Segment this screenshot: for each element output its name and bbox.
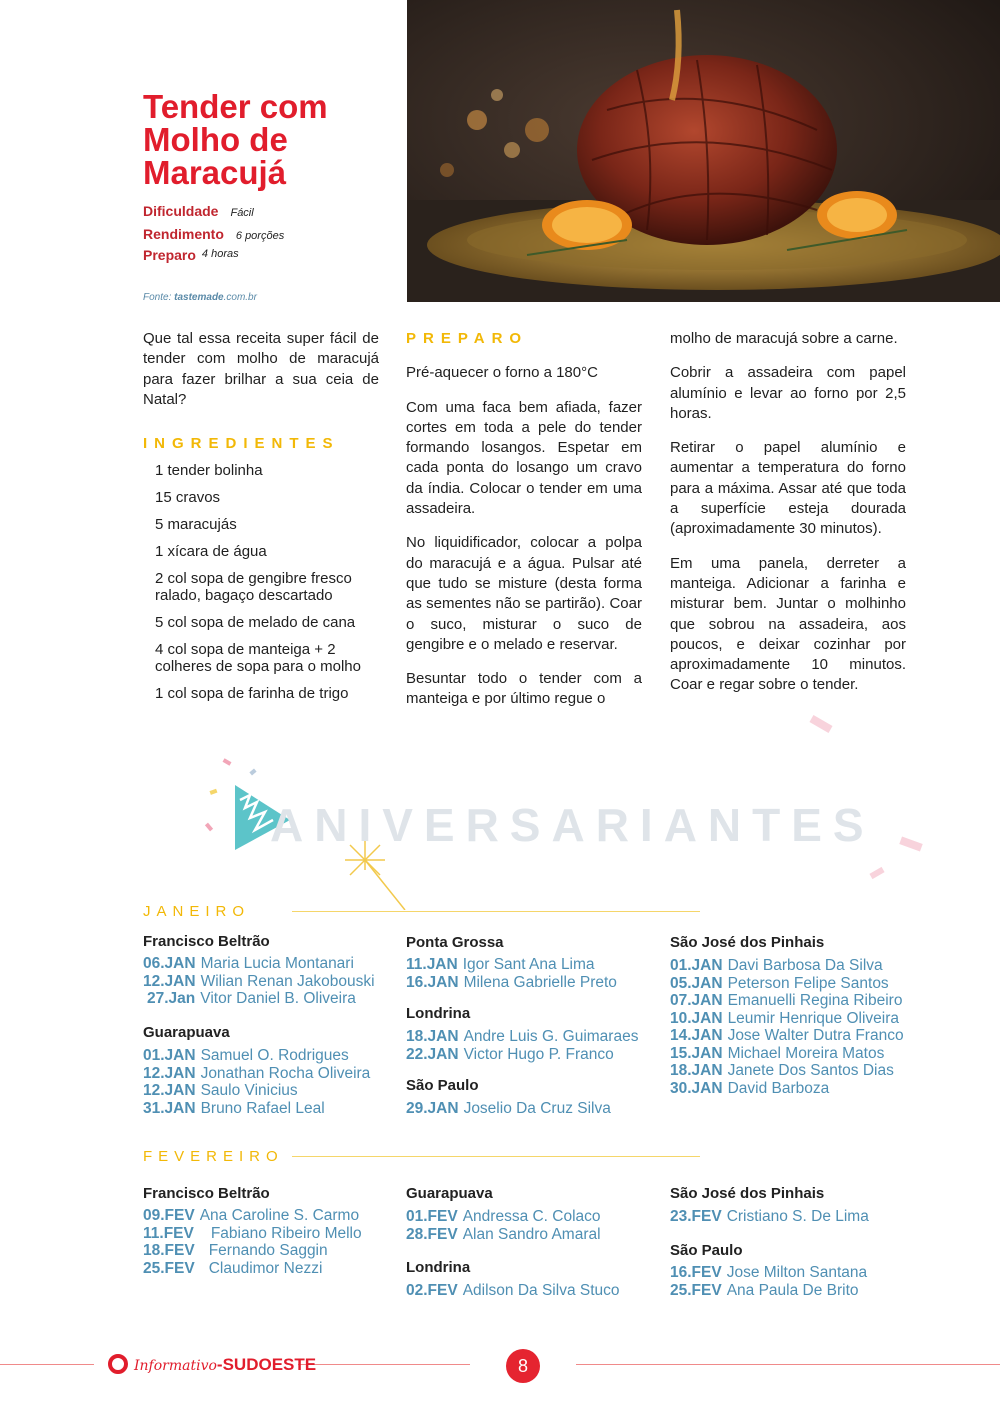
prep-time-row [143,247,239,263]
birthday-list [143,1207,362,1277]
ingredients-list [143,462,379,702]
list-item: 25.FEV Claudimor Nezzi [143,1259,323,1277]
city-heading: Londrina [406,1259,471,1276]
city-heading: São Paulo [406,1077,479,1094]
step-paragraph: molho de maracujá sobre a carne. [670,330,898,347]
prep-time-label: Preparo [143,247,196,263]
list-item: 30.JAN David Barboza [670,1079,830,1097]
list-item: 18.JAN Andre Luis G. Guimaraes [406,1028,639,1045]
yield-row [143,226,284,242]
list-item: 23.FEV Cristiano S. De Lima [670,1208,869,1225]
list-item: 01.JAN Davi Barbosa Da Silva [670,957,883,974]
footer-rule [576,1364,1000,1365]
step-paragraph: Retirar o papel alumínio e aumentar a temperatura do forno para a máxima. Assar até que toda a superfície esteja dourada (aproximadamente 30 minutos). [670,439,906,538]
city-heading: Francisco Beltrão [143,933,270,950]
list-item: 01.JAN Samuel O. Rodrigues [143,1047,349,1064]
city-heading: São José dos Pinhais [670,1185,825,1202]
city-heading: Londrina [406,1005,471,1022]
page-number: 8 [506,1349,540,1383]
step-paragraph: Em uma panela, derreter a manteiga. Adicionar a farinha e misturar bem. Juntar o molhinho que sobrou na assadeira, aos poucos, e deixar cozinhar por aproximadamente 10 minutos. Coar e regar sobre o tender. [670,554,906,694]
list-item: 31.JAN Bruno Rafael Leal [143,1099,325,1117]
list-item: 22.JAN Victor Hugo P. Franco [406,1045,614,1063]
list-item: 29.JAN Joselio Da Cruz Silva [406,1100,611,1117]
column-intro-ingredients [143,329,379,712]
list-item: 4 col sopa de manteiga + 2 colheres de sopa para o molho [155,641,361,676]
yield-value: 6 porções [235,230,285,242]
list-item: 27.Jan Vitor Daniel B. Oliveira [147,990,356,1007]
difficulty-label: Dificuldade [143,203,219,219]
footer-rule [298,1364,470,1365]
list-item: 15 cravos [155,489,221,507]
recipe-title: Tender com Molho de Maracujá [143,88,328,191]
list-item: 28.FEV Alan Sandro Amaral [406,1225,601,1243]
list-item: 2 col sopa de gengibre fresco ralado, bagaço descartado [155,570,352,605]
list-item: 07.JAN Emanuelli Regina Ribeiro [670,992,903,1009]
column-preparo [406,329,642,724]
source-site: tastemade [174,292,224,303]
list-item: 11.FEV Fabiano Ribeiro Mello [143,1224,362,1242]
ingredients-heading: INGREDIENTES [143,435,340,453]
birthday-list [406,1028,638,1063]
city-heading: Guarapuava [406,1185,493,1202]
step-paragraph: Pré-aquecer o forno a 180°C [406,364,598,382]
city-heading: São Paulo [670,1242,743,1259]
preparo-heading: PREPARO [406,330,529,347]
birthday-list [670,1264,867,1299]
yield-label: Rendimento [143,226,224,242]
list-item: 12.JAN Jonathan Rocha Oliveira [143,1064,371,1082]
birthday-list [406,1208,601,1243]
list-item: 14.JAN Jose Walter Dutra Franco [670,1027,904,1044]
month-divider [292,1156,700,1157]
birthday-list [670,957,904,1097]
month-label-fevereiro: FEVEREIRO [143,1148,284,1165]
birthday-list [406,1100,611,1118]
birthday-list [143,955,375,1008]
list-item: 12.JAN Saulo Vinicius [143,1082,298,1099]
city-heading: Francisco Beltrão [143,1185,270,1202]
footer-rule [0,1364,94,1365]
list-item: 16.JAN Milena Gabrielle Preto [406,973,617,991]
list-item: 1 xícara de água [155,543,267,561]
list-item: 15.JAN Michael Moreira Matos [670,1044,885,1062]
list-item: 05.JAN Peterson Felipe Santos [670,974,889,992]
birthdays-heading: ANIVERSARIANTES [270,799,875,851]
list-item: 5 maracujás [155,516,237,534]
list-item: 10.JAN Leumir Henrique Oliveira [670,1009,899,1027]
recipe-photo [407,0,1000,302]
city-heading: Ponta Grossa [406,934,504,951]
list-item: 18.FEV Fernando Saggin [143,1242,328,1259]
step-paragraph: Besuntar todo o tender com a manteiga e por último regue o [406,670,642,708]
step-paragraph: Cobrir a assadeira com papel alumínio e levar ao forno por 2,5 horas. [670,364,906,422]
birthday-list [143,1047,370,1117]
list-item: 11.JAN Igor Sant Ana Lima [406,956,595,973]
list-item: 01.FEV Andressa C. Colaco [406,1208,601,1225]
birthday-list [670,1208,869,1226]
month-divider [292,911,700,912]
city-heading: São José dos Pinhais [670,934,825,951]
list-item: 06.JAN Maria Lucia Montanari [143,955,354,972]
publication-logo: Informativo-SUDOESTE [108,1354,316,1375]
recipe-intro: Que tal essa receita super fácil de tender com molho de maracujá para fazer brilhar a sua ceia de Natal? [143,330,379,408]
birthday-list [406,956,617,991]
recipe-source: Fonte: tastemade.com.br [143,292,257,303]
list-item: 16.FEV Jose Milton Santana [670,1264,868,1281]
step-paragraph: Com uma faca bem afiada, fazer cortes em toda a pele do tender formando losangos. Espetar em cada ponta do losango um cravo da índia. Colocar o tender em uma assadeira. [406,398,642,518]
city-heading: Guarapuava [143,1024,230,1041]
column-preparo-continued [670,329,906,710]
list-item: 09.FEV Ana Caroline S. Carmo [143,1207,360,1224]
logo-mark-icon [108,1354,128,1374]
list-item: 5 col sopa de melado de cana [155,614,356,632]
prep-time-value: 4 horas [201,248,239,260]
list-item: 1 tender bolinha [155,462,263,480]
difficulty-value: Fácil [230,207,254,219]
difficulty-row [143,203,254,219]
list-item: 18.JAN Janete Dos Santos Dias [670,1062,894,1079]
list-item: 12.JAN Wilian Renan Jakobouski [143,972,375,990]
step-paragraph: No liquidificador, colocar a polpa do maracujá e a água. Pulsar até que tudo se misture (desta forma as sementes não se partirão). Coar o suco, misturar o suco de gengibre e o melado e reservar. [406,534,642,653]
list-item: 02.FEV Adilson Da Silva Stuco [406,1282,620,1299]
month-label-janeiro: JANEIRO [143,903,251,920]
birthday-list [406,1282,620,1300]
list-item: 1 col sopa de farinha de trigo [155,685,349,703]
list-item: 25.FEV Ana Paula De Brito [670,1281,859,1299]
